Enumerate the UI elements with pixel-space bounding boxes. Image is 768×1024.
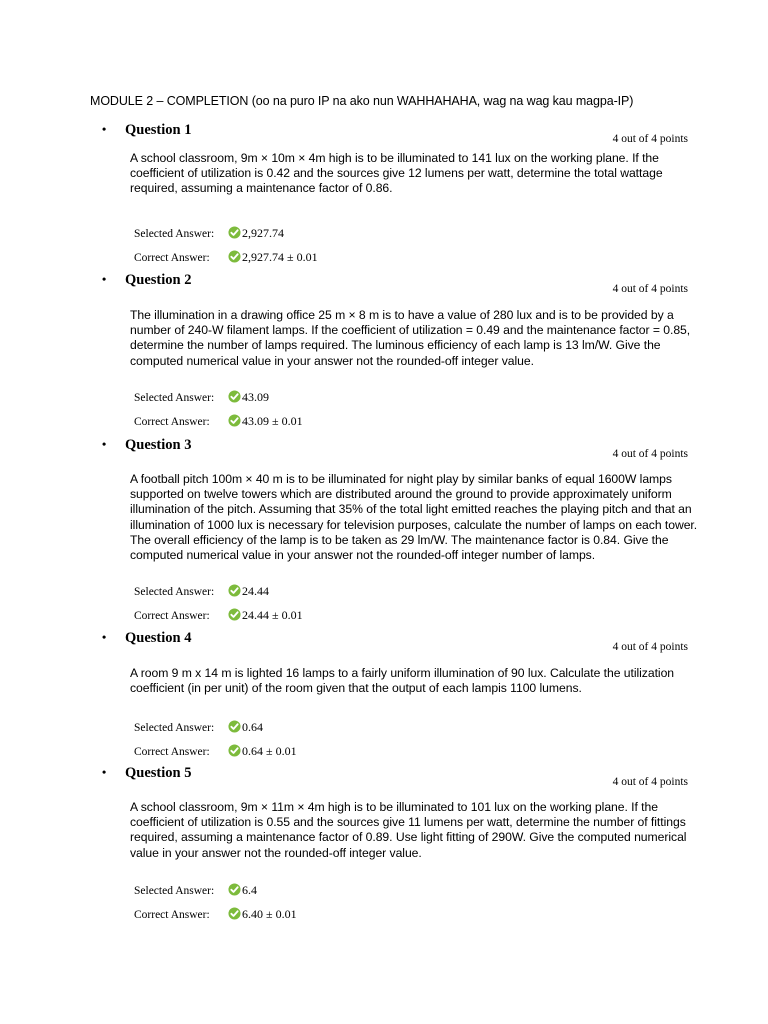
- question-heading: [102, 630, 191, 647]
- selected-answer-value: 24.44: [242, 584, 269, 598]
- question-heading: [102, 122, 191, 139]
- question-heading: [102, 437, 191, 454]
- bullet-icon: •: [102, 272, 107, 286]
- selected-answer-row: [134, 583, 269, 599]
- selected-answer-label: Selected Answer:: [134, 228, 215, 240]
- correct-answer-label: Correct Answer:: [134, 909, 210, 921]
- points-label: 4 out of 4 points: [612, 641, 688, 653]
- correct-answer-label: Correct Answer:: [134, 610, 210, 622]
- check-icon: [228, 907, 241, 920]
- check-icon: [228, 390, 241, 403]
- selected-answer-label: Selected Answer:: [134, 722, 215, 734]
- check-icon: [228, 883, 241, 896]
- correct-answer-row: [134, 743, 297, 759]
- check-icon: [228, 250, 241, 263]
- question-text: The illumination in a drawing office 25 m × 8 m is to have a value of 280 lux and is to be provided by a number of 240-W filament lamps. If the coefficient of utilization = 0.49 and the maintenance factor = 0.85, determine the number of lamps required. The luminous efficiency of each lamp is 13 lm/W. Give the computed numerical value in your answer not the rounded-off integer value.: [130, 308, 691, 368]
- check-icon: [228, 720, 241, 733]
- correct-answer-label: Correct Answer:: [134, 416, 210, 428]
- correct-answer-value: 2,927.74 ± 0.01: [242, 250, 318, 264]
- check-icon: [228, 608, 241, 621]
- question-text: A school classroom, 9m × 11m × 4m high is to be illuminated to 101 lux on the working plane. If the coefficient of utilization is 0.55 and the sources give 11 lumens per watt, determine the number of fittings required, assuming a maintenance factor of 0.89. Use light fitting of 290W. Give the computed numerical value in your answer not the rounded-off integer value.: [130, 800, 687, 860]
- question-text: A room 9 m x 14 m is lighted 16 lamps to a fairly uniform illumination of 90 lux. Calculate the utilization coefficient (in per unit) of the room given that the output of each lampis 1100 lumens.: [130, 666, 675, 696]
- question-heading: [102, 765, 191, 782]
- check-icon: [228, 744, 241, 757]
- points-label: 4 out of 4 points: [612, 133, 688, 145]
- selected-answer-row: [134, 719, 263, 735]
- points-label: 4 out of 4 points: [612, 283, 688, 295]
- correct-answer-row: [134, 607, 303, 623]
- correct-answer-row: [134, 906, 297, 922]
- selected-answer-label: Selected Answer:: [134, 586, 215, 598]
- correct-answer-value: 43.09 ± 0.01: [242, 414, 303, 428]
- correct-answer-row: [134, 413, 303, 429]
- selected-answer-row: [134, 882, 257, 898]
- correct-answer-value: 24.44 ± 0.01: [242, 608, 303, 622]
- check-icon: [228, 584, 241, 597]
- selected-answer-row: [134, 225, 284, 241]
- selected-answer-label: Selected Answer:: [134, 392, 215, 404]
- correct-answer-label: Correct Answer:: [134, 746, 210, 758]
- question-title: Question 5: [125, 765, 192, 781]
- bullet-icon: •: [102, 765, 107, 779]
- question-title: Question 1: [125, 122, 192, 138]
- selected-answer-row: [134, 389, 269, 405]
- selected-answer-value: 6.4: [242, 883, 257, 897]
- correct-answer-row: [134, 249, 318, 265]
- correct-answer-label: Correct Answer:: [134, 252, 210, 264]
- question-title: Question 2: [125, 272, 192, 288]
- check-icon: [228, 414, 241, 427]
- selected-answer-value: 43.09: [242, 390, 269, 404]
- question-title: Question 3: [125, 437, 192, 453]
- selected-answer-label: Selected Answer:: [134, 885, 215, 897]
- selected-answer-value: 0.64: [242, 720, 263, 734]
- bullet-icon: •: [102, 630, 107, 644]
- correct-answer-value: 0.64 ± 0.01: [242, 744, 297, 758]
- question-title: Question 4: [125, 630, 192, 646]
- bullet-icon: •: [102, 437, 107, 451]
- question-text: A school classroom, 9m × 10m × 4m high is to be illuminated to 141 lux on the working plane. If the coefficient of utilization is 0.42 and the sources give 12 lumens per watt, determine the total wattage required, assuming a maintenance factor of 0.86.: [130, 151, 663, 196]
- question-text: A football pitch 100m × 40 m is to be illuminated for night play by similar banks of equal 1600W lamps supported on twelve towers which are distributed around the ground to provide approximately uniform illumination of the pitch. Assuming that 35% of the total light emitted reaches the playing pitch and that an illumination of 1000 lux is necessary for television purposes, calculate the number of lamps on each tower. The overall efficiency of the lamp is to be taken as 29 lm/W. The maintenance factor is 0.84. Give the computed numerical value in your answer not the rounded-off integer number of lamps.: [130, 472, 698, 563]
- bullet-icon: •: [102, 122, 107, 136]
- points-label: 4 out of 4 points: [612, 776, 688, 788]
- check-icon: [228, 226, 241, 239]
- correct-answer-value: 6.40 ± 0.01: [242, 907, 297, 921]
- page-title: MODULE 2 – COMPLETION (oo na puro IP na ako nun WAHHAHAHA, wag na wag kau magpa-IP): [90, 94, 634, 108]
- question-heading: [102, 272, 191, 289]
- points-label: 4 out of 4 points: [612, 448, 688, 460]
- selected-answer-value: 2,927.74: [242, 226, 284, 240]
